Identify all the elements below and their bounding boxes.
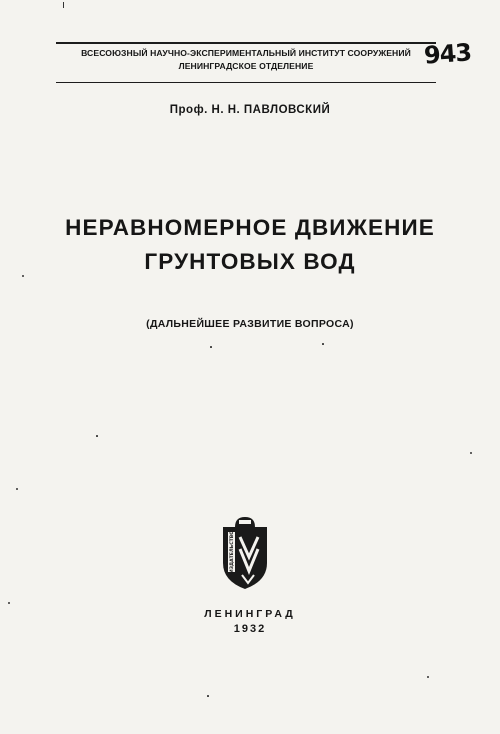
handwritten-shelf-mark: 943: [423, 38, 473, 70]
print-speck: [470, 452, 472, 454]
title-line-1: НЕРАВНОМЕРНОЕ ДВИЖЕНИЕ: [65, 215, 435, 240]
print-speck: [22, 275, 24, 277]
book-subtitle: (ДАЛЬНЕЙШЕЕ РАЗВИТИЕ ВОПРОСА): [146, 318, 354, 330]
publisher-emblem-icon: [219, 515, 271, 591]
emblem-text: ИЗДАТЕЛЬСТВО: [230, 530, 235, 574]
print-speck: [207, 695, 209, 697]
print-speck: [322, 343, 324, 345]
book-title: [0, 211, 500, 279]
print-speck: [96, 435, 98, 437]
publication-year: 1932: [233, 623, 267, 635]
header-rule-bottom: [56, 82, 436, 83]
institute-name: ВСЕСОЮЗНЫЙ НАУЧНО-ЭКСПЕРИМЕНТАЛЬНЫЙ ИНСТИТУТ СООРУЖЕНИЙ: [81, 48, 411, 58]
print-speck: [427, 676, 429, 678]
institute-branch: ЛЕНИНГРАДСКОЕ ОТДЕЛЕНИЕ: [178, 61, 314, 71]
author-name: Проф. Н. Н. ПАВЛОВСКИЙ: [169, 104, 331, 116]
print-speck: [210, 346, 212, 348]
print-speck: [16, 488, 18, 490]
institute-header: [56, 48, 436, 71]
title-line-2: ГРУНТОВЫХ ВОД: [144, 249, 356, 274]
print-speck: [8, 602, 10, 604]
publication-city: ЛЕНИНГРАД: [204, 608, 296, 620]
header-rule-top: [56, 42, 436, 44]
print-speck: [63, 2, 64, 8]
